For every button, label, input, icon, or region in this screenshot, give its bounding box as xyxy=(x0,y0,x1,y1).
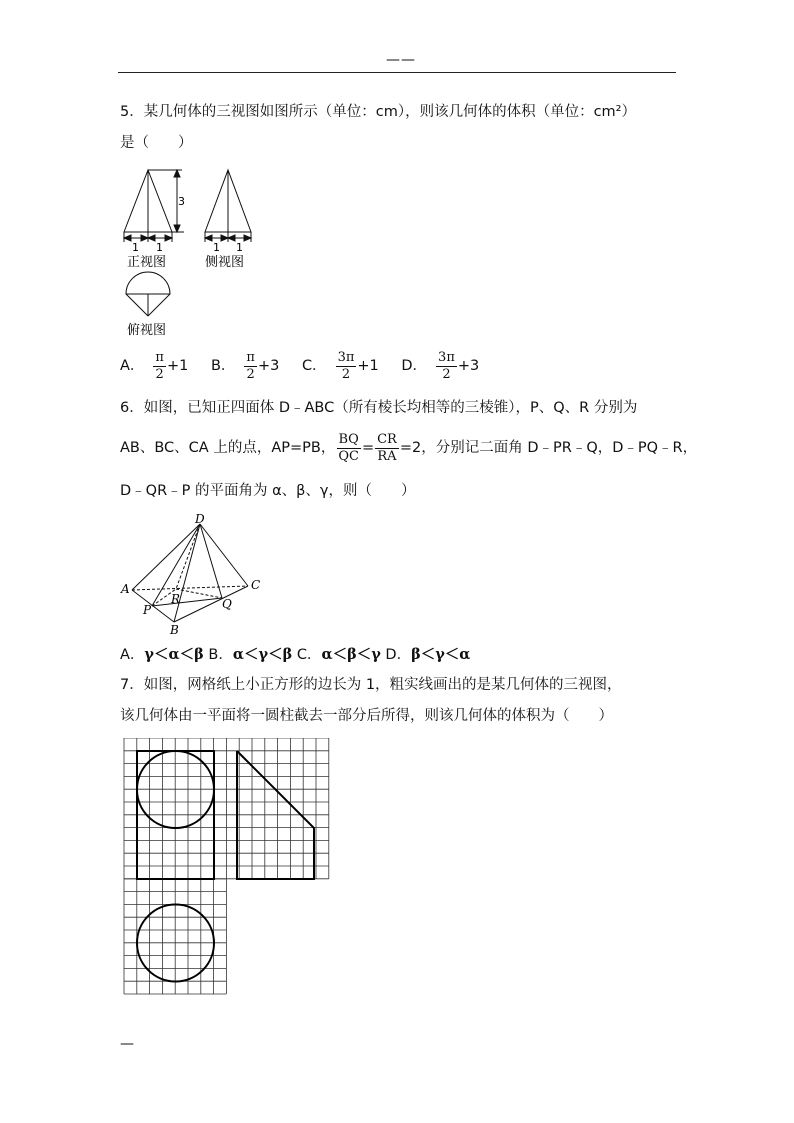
q5-top-view-label: 俯视图 xyxy=(127,323,167,338)
q5-option-a[interactable]: A． $\frac{\pi}{2}$ +1 xyxy=(120,349,189,382)
q6-fraction-bq-qc: $\frac{BQ}{QC}$ xyxy=(338,431,359,464)
q6-option-d[interactable]: D．β＜γ＜α xyxy=(385,646,471,663)
q7-line2: 该几何体由一平面将一圆柱截去一部分后所得，则该几何体的体积为（ ） xyxy=(120,708,613,724)
q6-line1: 6．如图，已知正四面体 D﹣ABC（所有棱长均相等的三棱锥），P、Q、R 分别为 xyxy=(120,400,638,416)
q5-dim-side-1: 1 xyxy=(213,241,220,254)
q7-line1: 7．如图，网格纸上小正方形的边长为 1，粗实线画出的是某几何体的三视图， xyxy=(120,677,622,693)
footer-mark: — xyxy=(120,1036,134,1052)
q5-dim-height: 3 xyxy=(178,195,185,208)
header-divider xyxy=(118,72,676,73)
q5-dim-front-1: 1 xyxy=(132,241,139,254)
q6-line2: AB、BC、CA 上的点，AP=PB， $\frac{BQ}{QC}$ = $\frac{CR}{RA}$ =2，分别记二面角 D﹣PR﹣Q，D﹣PQ﹣R， xyxy=(120,431,698,464)
header-mark: —— xyxy=(386,52,416,68)
q5-dim-side-2: 1 xyxy=(236,241,243,254)
q5-option-b[interactable]: B． $\frac{\pi}{2}$ +3 xyxy=(210,349,280,382)
q5-side-view xyxy=(205,170,251,232)
q5-dim-front-2: 1 xyxy=(156,241,163,254)
q5-line1: 5．某几何体的三视图如图所示（单位：cm），则该几何体的体积（单位：cm²） xyxy=(120,104,636,120)
q5-option-c[interactable]: C． $\frac{3\pi}{2}$ +1 xyxy=(301,349,379,382)
q5-top-view xyxy=(126,272,170,316)
q6-label-d: D xyxy=(195,512,205,526)
q6-label-r: R xyxy=(171,592,181,606)
q6-fraction-cr-ra: $\frac{CR}{RA}$ xyxy=(377,431,397,464)
q5-options xyxy=(120,348,497,384)
q7-grid-figure xyxy=(122,738,330,996)
q6-option-a[interactable]: A．γ＜α＜β xyxy=(120,646,204,663)
q5-front-view-label: 正视图 xyxy=(127,255,167,270)
q5-front-view xyxy=(124,170,172,232)
q6-line3: D﹣QR﹣P 的平面角为 α、β、γ，则（ ） xyxy=(120,483,416,499)
q5-line2: 是（ ） xyxy=(120,135,193,151)
q7-grid-lines xyxy=(124,738,329,994)
q5-side-width-dimension xyxy=(205,232,251,242)
q6-dashed-edges xyxy=(132,524,248,606)
q5-option-d[interactable]: D． $\frac{3\pi}{2}$ +3 xyxy=(401,349,480,382)
q6-option-c[interactable]: C．α＜β＜γ xyxy=(296,646,381,663)
q5-three-view-figure xyxy=(118,162,258,342)
q5-side-view-label: 侧视图 xyxy=(205,255,245,270)
q6-tetrahedron-figure xyxy=(118,510,268,638)
q6-label-p: P xyxy=(143,603,152,617)
q6-label-q: Q xyxy=(222,597,232,611)
q6-label-a: A xyxy=(121,582,130,596)
q6-label-b: B xyxy=(170,623,179,637)
q6-label-c: C xyxy=(251,578,261,592)
q6-options xyxy=(120,645,470,665)
q6-option-b[interactable]: B．α＜γ＜β xyxy=(208,646,293,663)
